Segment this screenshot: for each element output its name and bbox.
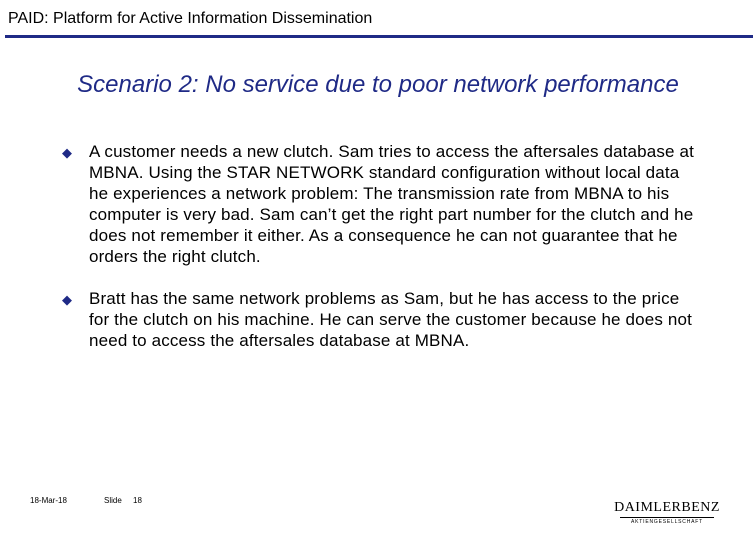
logo-name: DAIMLERBENZ bbox=[614, 500, 720, 515]
bullet-text: Bratt has the same network problems as Sam, but he has access to the price for the clutch on his machine. He can serve the customer because he does not need to access the aftersales database at MBNA. bbox=[89, 289, 692, 350]
diamond-bullet-icon: ◆ bbox=[62, 145, 73, 160]
slide-title: Scenario 2: No service due to poor network performance bbox=[77, 71, 679, 98]
bullet-item bbox=[62, 141, 702, 267]
daimler-benz-logo bbox=[612, 500, 722, 525]
header-rule bbox=[5, 35, 753, 38]
footer-slide-number: 18 bbox=[133, 496, 142, 505]
bullet-list bbox=[62, 141, 702, 372]
logo-subtitle: AKTIENGESELLSCHAFT bbox=[631, 519, 703, 525]
diamond-bullet-icon: ◆ bbox=[62, 292, 73, 307]
logo-rule bbox=[620, 517, 714, 518]
footer-date: 18-Mar-18 bbox=[30, 496, 67, 505]
bullet-item bbox=[62, 288, 702, 351]
header-title: PAID: Platform for Active Information Dissemination bbox=[8, 10, 373, 27]
bullet-text: A customer needs a new clutch. Sam tries to access the aftersales database at MBNA. Using the STAR NETWORK standard configuration without local data he experiences a network problem: The transmission rate from MBNA to his computer is very bad. Sam can’t get the right part number for the clutch and he does not remember it either. As a consequence he can not guarantee that he orders the right clutch. bbox=[89, 142, 694, 266]
footer-slide-label: Slide bbox=[104, 496, 122, 505]
